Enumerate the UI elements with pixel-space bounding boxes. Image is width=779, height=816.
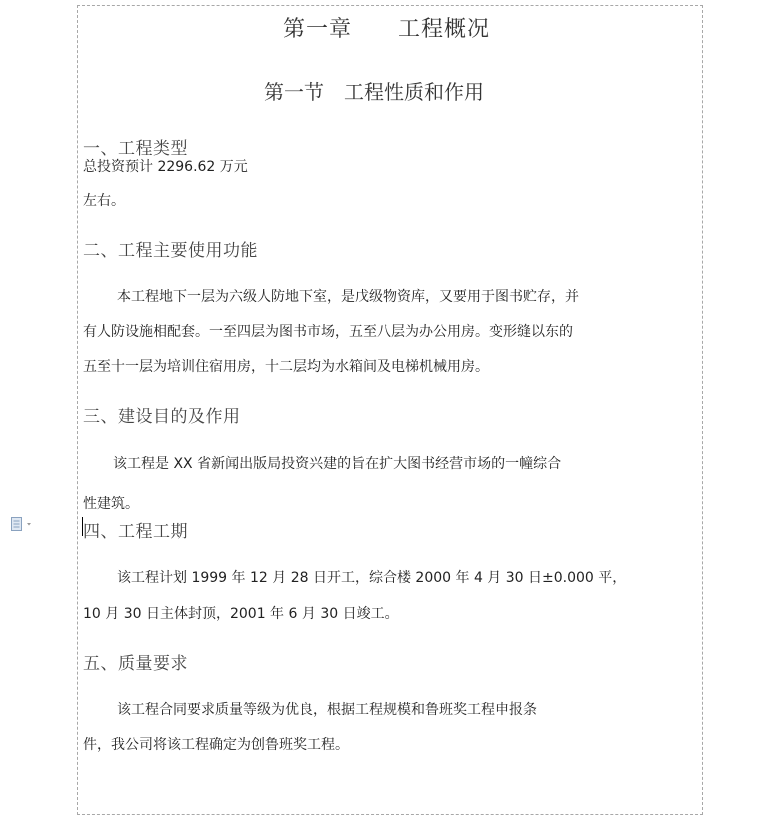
paragraph-line: 有人防设施相配套。一至四层为图书市场，五至八层为办公用房。变形缝以东的 (83, 324, 573, 340)
paragraph-line: 该工程合同要求质量等级为优良，根据工程规模和鲁班奖工程申报条 (117, 702, 537, 718)
heading-main-functions: 二、工程主要使用功能 (83, 241, 258, 261)
paragraph-line: 该工程是 XX 省新闻出版局投资兴建的旨在扩大图书经营市场的一幢综合 (113, 456, 562, 472)
paragraph-line: 件，我公司将该工程确定为创鲁班奖工程。 (83, 737, 349, 753)
section-number: 第一节 (264, 80, 324, 104)
paragraph-line: 性建筑。 (83, 496, 139, 512)
section-title (264, 76, 484, 105)
chapter-number: 第一章 (283, 17, 353, 42)
heading-quality: 五、质量要求 (83, 654, 188, 674)
paragraph-options-icon[interactable] (10, 516, 34, 532)
paragraph-line: 五至十一层为培训住宿用房，十二层均为水箱间及电梯机械用房。 (83, 359, 489, 375)
heading-project-type: 一、工程类型 (83, 139, 188, 159)
chapter-name: 工程概况 (398, 17, 491, 42)
paragraph-line: 10 月 30 日主体封顶，2001 年 6 月 30 日竣工。 (83, 606, 399, 622)
paragraph-line: 总投资预计 2296.62 万元 (83, 159, 248, 175)
paragraph-line: 该工程计划 1999 年 12 月 28 日开工，综合楼 2000 年 4 月 30 日±0.000 平， (117, 570, 627, 586)
heading-purpose: 三、建设目的及作用 (83, 407, 241, 427)
paragraph-line: 本工程地下一层为六级人防地下室，是戊级物资库，又要用于图书贮存，并 (117, 289, 579, 305)
paragraph-line: 左右。 (83, 193, 125, 209)
section-name: 工程性质和作用 (344, 80, 484, 104)
chapter-title (283, 12, 490, 43)
heading-schedule: 四、工程工期 (83, 522, 188, 542)
